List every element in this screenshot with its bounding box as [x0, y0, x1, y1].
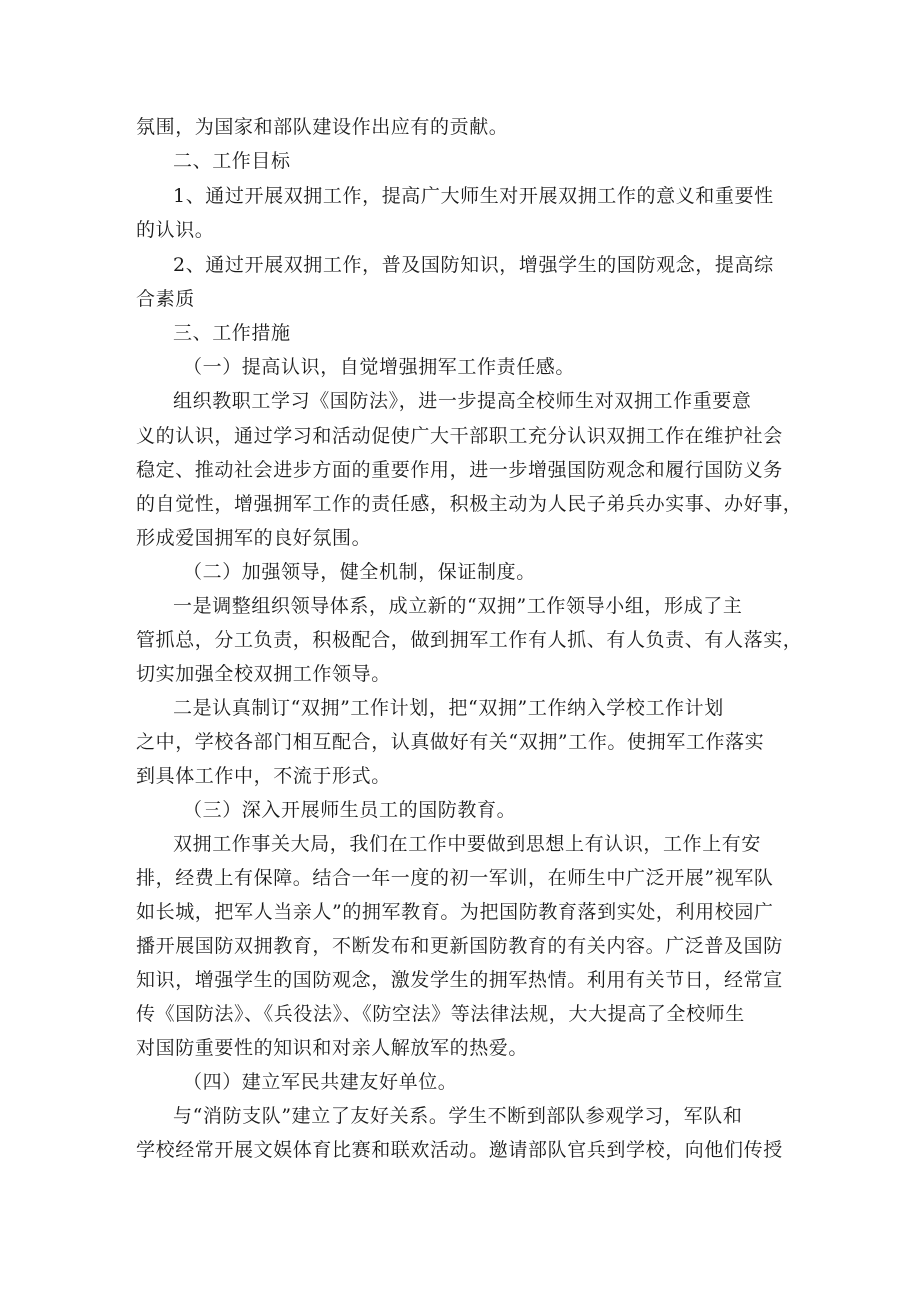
- text-line: 稳定、推动社会进步方面的重要作用，进一步增强国防观念和履行国防义务: [136, 459, 783, 481]
- section-heading: 三、工作措施: [173, 322, 291, 344]
- section-heading: 二、工作目标: [173, 150, 291, 172]
- text-line: 的认识。: [136, 219, 215, 241]
- text-line: 知识，增强学生的国防观念，激发学生的拥军热情。利用有关节日，经常宣: [136, 969, 783, 991]
- text-line: 一是调整组织领导体系，成立新的“双拥”工作领导小组，形成了主: [173, 595, 743, 617]
- text-line: 之中，学校各部门相互配合，认真做好有关“双拥”工作。使拥军工作落实: [136, 731, 765, 753]
- subsection-heading: （三）深入开展师生员工的国防教育。: [183, 799, 517, 821]
- subsection-heading: （二）加强领导，健全机制，保证制度。: [183, 561, 536, 583]
- text-line: 形成爱国拥军的良好氛围。: [136, 527, 372, 549]
- text-line: 切实加强全校双拥工作领导。: [136, 663, 391, 685]
- subsection-heading: （四）建立军民共建友好单位。: [183, 1071, 458, 1093]
- subsection-heading: （一）提高认识，自觉增强拥军工作责任感。: [183, 356, 576, 378]
- text-line: 播开展国防双拥教育，不断发布和更新国防教育的有关内容。广泛普及国防: [136, 935, 783, 957]
- text-line: 2、通过开展双拥工作，普及国防知识，增强学生的国防观念，提高综: [173, 254, 774, 276]
- text-line: 双拥工作事关大局，我们在工作中要做到思想上有认识，工作上有安: [173, 833, 762, 855]
- text-line: 如长城，把军人当亲人”的拥军教育。为把国防教育落到实处，利用校园广: [136, 901, 774, 923]
- text-line: 与“消防支队”建立了友好关系。学生不断到部队参观学习，军队和: [173, 1105, 743, 1127]
- text-line: 对国防重要性的知识和对亲人解放军的热爱。: [136, 1037, 529, 1059]
- text-line: 学校经常开展文娱体育比赛和联欢活动。邀请部队官兵到学校，向他们传授: [136, 1139, 783, 1161]
- text-line: 组织教职工学习《国防法》，进一步提高全校师生对双拥工作重要意: [173, 390, 752, 412]
- text-line: 合素质: [136, 288, 195, 310]
- text-line: 管抓总，分工负责，积极配合，做到拥军工作有人抓、有人负责、有人落实，: [136, 629, 803, 651]
- text-line: 排，经费上有保障。结合一年一度的初一军训，在师生中广泛开展”视军队: [136, 867, 774, 889]
- text-line: 二是认真制订“双拥”工作计划，把“双拥”工作纳入学校工作计划: [173, 697, 724, 719]
- text-line: 到具体工作中，不流于形式。: [136, 765, 391, 787]
- text-line: 义的认识，通过学习和活动促使广大干部职工充分认识双拥工作在维护社会: [136, 425, 783, 447]
- text-line: 传《国防法》、《兵役法》、《防空法》等法律法规，大大提高了全校师生: [136, 1003, 745, 1025]
- text-line: 氛围，为国家和部队建设作出应有的贡献。: [136, 116, 509, 138]
- text-line: 1、通过开展双拥工作，提高广大师生对开展双拥工作的意义和重要性: [173, 185, 774, 207]
- text-line: 的自觉性，增强拥军工作的责任感，积极主动为人民子弟兵办实事、办好事，: [136, 493, 803, 515]
